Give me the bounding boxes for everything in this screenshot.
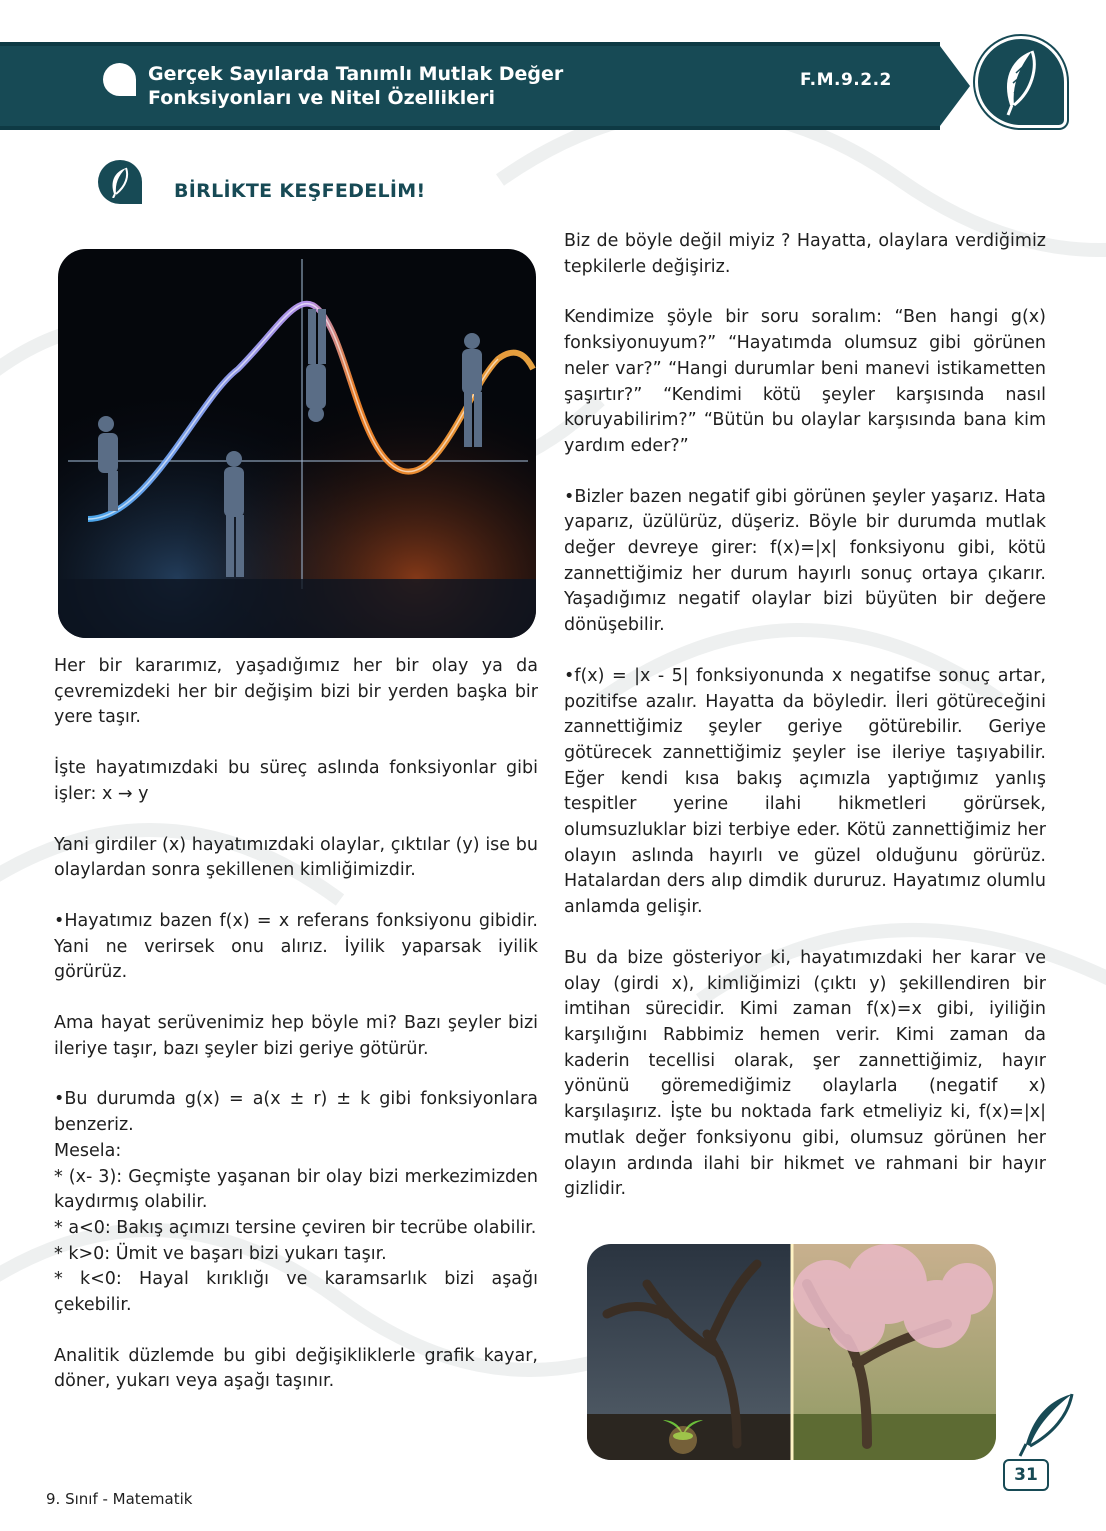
right-paragraph-5: Bu da bize gösteriyor ki, hayatımızdaki her karar ve olay (girdi x), kimliğimizi (çıktı y) şekillendiren bir imtihan sürecidir. Kimi zaman f(x)=x gibi, iyiliğin karşılığını Rabbimiz hemen verir. Kimi zaman da kaderin tecellisi olarak, şer zannettiğimiz, hayır yönünü göremediğimiz olaylarla (negatif x) karşılaşırız. İşte bu noktada fark etmeliyiz ki, f(x)=|x| mutlak değer fonksiyonu gibi, olumsuz görünen her olayın ardında ilahi bir hikmet ve rahmani bir hayır gizlidir. [564,947,1046,1200]
right-paragraph-1: Biz de böyle değil miyiz ? Hayatta, olaylara verdiğimiz tepkilerle değişiriz. [564,231,1046,277]
header-bullet [103,63,136,96]
page-number: 31 [1003,1459,1049,1491]
section-title: BİRLİKTE KEŞFEDELİM! [174,180,426,202]
list-item: * k<0: Hayal kırıklığı ve karamsarlık bizi aşağı çekebilir. [54,1269,538,1316]
left-list-lead: Mesela: [54,1140,122,1161]
list-item: * k>0: Ümit ve başarı bizi yukarı taşır. [54,1243,387,1264]
feather-icon [992,47,1048,117]
right-paragraph-3: •Bizler bazen negatif gibi görünen şeyler yaşarız. Hata yaparız, üzülürüz, düşeriz. Böyle bir durumda mutlak değer devreye girer: f(x)=|x| fonksiyonu gibi, kötü zannettiğimiz her durum hayırlı sonuç ortaya çıkarır. Yaşadığımız negatif olaylar bizi büyüten bir değere dönüşebilir. [564,486,1046,636]
quill-inkpot-icon [1000,1390,1080,1462]
page-title-line2: Fonksiyonları ve Nitel Özellikleri [148,87,495,109]
list-item: * (x- 3): Geçmişte yaşanan bir olay bizi merkezimizden kaydırmış olabilir. [54,1166,538,1213]
right-paragraph-4: •f(x) = |x - 5| fonksiyonunda x negatifse sonuç artar, pozitifse azalır. Hayatta da böyledir. İleri götüreceğini zannettiğimiz şeyler geriye götürebilir. Geriye götürecek zannettiğimiz şeyler ise ileriye taşıyabilir. Eğer kendi kısa bakış açımızla yaptığımız yanlış tespitler yerine ilahi hikmetleri görürsek, olumsuzluklar bizi terbiye eder. Kötü zannettiğimiz her olayın aslında hayırlı ve güzel olduğunu görürüz. Hatalardan ders alıp dimdik dururuz. Hayatımız olumlu anlamda gelişir. [564,665,1046,918]
curriculum-code: F.M.9.2.2 [800,70,892,90]
illustration-wave-people [58,249,536,638]
left-closing: Analitik düzlemde bu gibi değişikliklerle grafik kayar, döner, yukarı veya aşağı taşınır. [54,1345,538,1392]
left-paragraph-5: Ama hayat serüvenimiz hep böyle mi? Bazı şeyler bizi ileriye taşır, bazı şeyler bizi geriye götürür. [54,1013,538,1059]
feather-icon [106,166,134,198]
left-paragraph-2: İşte hayatımızdaki bu süreç aslında fonksiyonlar gibi işler: x → y [54,758,538,804]
section-icon [98,160,142,204]
footer-subject: 9. Sınıf - Matematik [46,1490,193,1508]
list-item: * a<0: Bakış açımızı tersine çeviren bir tecrübe olabilir. [54,1217,537,1238]
right-paragraph-2: Kendimize şöyle bir soru soralım: “Ben hangi g(x) fonksiyonuyum?” “Hayatımda olumsuz gibi görünen neler var?” “Hangi durumlar beni manevi istikametten şaşırtır?” “Kendimi kötü şeyler karşısında nasıl koruyabilirim?” “Bütün bu olaylar karşısında bana kim yardım eder?” [564,307,1046,456]
header-badge [975,36,1067,128]
page-title-line1: Gerçek Sayılarda Tanımlı Mutlak Değer [148,63,564,85]
illustration-two-trees [587,1244,996,1460]
left-column [54,654,538,1420]
left-paragraph-3: Yani girdiler (x) hayatımızdaki olaylar, çıktılar (y) ise bu olaylardan sonra şekillenen kimliğimizdir. [54,834,538,881]
left-list-intro: •Bu durumda g(x) = a(x ± r) ± k gibi fonksiyonlara benzeriz. [54,1089,538,1136]
page-title [148,62,748,110]
left-paragraph-1: Her bir kararımız, yaşadığımız her bir olay ya da çevremizdeki her bir değişim bizi bir yerden başka bir yere taşır. [54,656,538,728]
left-list [54,1087,538,1318]
right-column [564,229,1046,1228]
left-paragraph-4: •Hayatımız bazen f(x) = x referans fonksiyonu gibidir. Yani ne verirsek onu alırız. İyilik yaparsak iyilik görürüz. [54,910,538,983]
